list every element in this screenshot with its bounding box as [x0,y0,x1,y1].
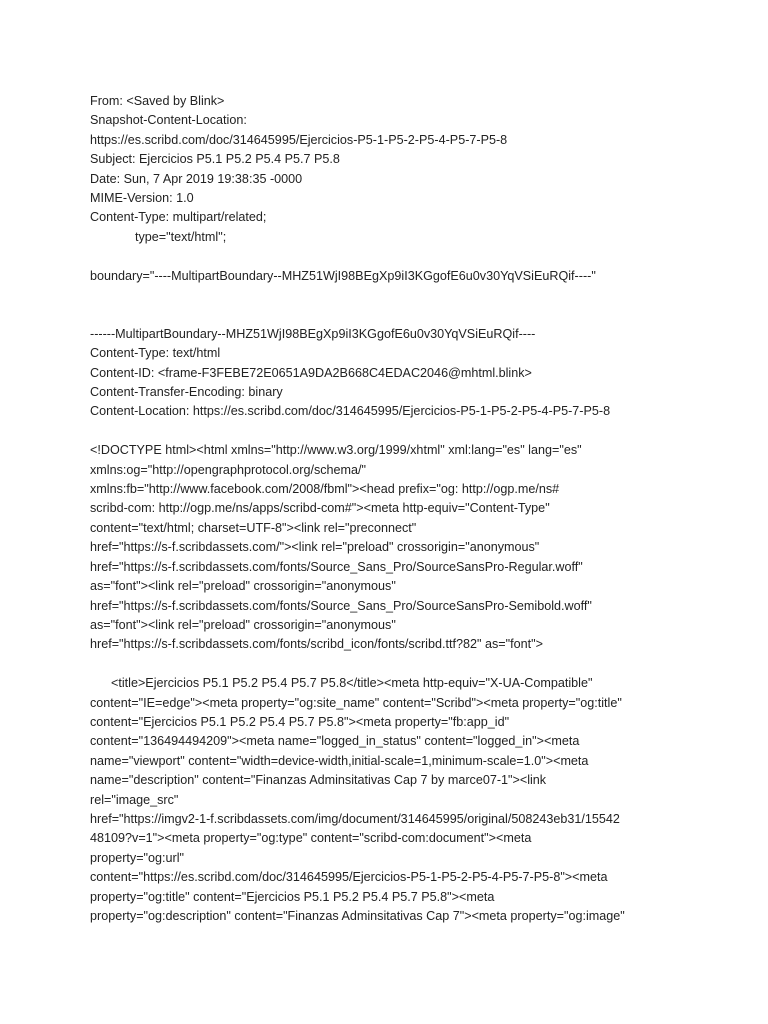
header-content-type: Content-Type: multipart/related; [90,210,267,225]
html-line: name="description" content="Finanzas Adminsitativas Cap 7 by marce07-1"><link [90,773,547,788]
part-content-location: Content-Location: https://es.scribd.com/doc/314645995/Ejercicios-P5-1-P5-2-P5-4-P5-7-P5-8 [90,404,611,419]
header-date: Date: Sun, 7 Apr 2019 19:38:35 -0000 [90,171,303,186]
html-line: xmlns:fb="http://www.facebook.com/2008/fbml"><head prefix="og: http://ogp.me/ns# [90,482,560,497]
html-line: as="font"><link rel="preload" crossorigin="anonymous" [90,617,396,632]
blank-line [90,422,690,441]
html-line: as="font"><link rel="preload" crossorigin="anonymous" [90,579,396,594]
html-line: <!DOCTYPE html><html xmlns="http://www.w3.org/1999/xhtml" xml:lang="es" lang="es" [90,443,582,458]
html-line: href="https://s-f.scribdassets.com/fonts/Source_Sans_Pro/SourceSansPro-Regular.woff" [90,559,583,574]
html-line: content="Ejercicios P5.1 P5.2 P5.4 P5.7 P5.8"><meta property="fb:app_id" [90,714,510,729]
part-boundary: ------MultipartBoundary--MHZ51WjI98BEgXp9iI3KGgofE6u0v30YqVSiEuRQif---- [90,326,536,341]
header-type-param: type="text/html"; [135,229,227,244]
html-block-1 [90,441,690,654]
part-content-type: Content-Type: text/html [90,346,221,361]
html-line: rel="image_src" [90,792,179,807]
html-line: name="viewport" content="width=device-width,initial-scale=1,minimum-scale=1.0"><meta [90,753,589,768]
blank-line [90,305,690,324]
header-snapshot-label: Snapshot-Content-Location: [90,113,247,128]
html-line: content="text/html; charset=UTF-8"><link rel="preconnect" [90,520,417,535]
html-line: href="https://s-f.scribdassets.com/fonts/Source_Sans_Pro/SourceSansPro-Semibold.woff" [90,598,592,613]
header-snapshot-url: https://es.scribd.com/doc/314645995/Ejercicios-P5-1-P5-2-P5-4-P5-7-P5-8 [90,132,508,147]
html-line: scribd-com: http://ogp.me/ns/apps/scribd-com#"><meta http-equiv="Content-Type" [90,501,550,516]
html-line: href="https://s-f.scribdassets.com/fonts/scribd_icon/fonts/scribd.ttf?82" as="font"> [90,637,543,652]
header-boundary-param: boundary="----MultipartBoundary--MHZ51WjI98BEgXp9iI3KGgofE6u0v30YqVSiEuRQif----" [90,268,596,283]
blank-line [90,655,690,674]
part-content-id: Content-ID: <frame-F3FEBE72E0651A9DA2B668C4EDAC2046@mhtml.blink> [90,365,532,380]
mhtml-source-text [90,92,690,926]
html-line: content="https://es.scribd.com/doc/314645995/Ejercicios-P5-1-P5-2-P5-4-P5-7-P5-8"><meta [90,870,608,885]
html-line: href="https://imgv2-1-f.scribdassets.com/img/document/314645995/original/508243eb31/15542 [90,811,620,826]
blank-line [90,286,690,305]
html-line: 48109?v=1"><meta property="og:type" content="scribd-com:document"><meta [90,831,532,846]
blank-line [90,247,690,266]
html-line: property="og:title" content="Ejercicios P5.1 P5.2 P5.4 P5.7 P5.8"><meta [90,889,495,904]
header-mime-version: MIME-Version: 1.0 [90,191,194,206]
html-line: href="https://s-f.scribdassets.com/"><link rel="preload" crossorigin="anonymous" [90,540,540,555]
html-line: property="og:description" content="Finanzas Adminsitativas Cap 7"><meta property="og:image" [90,908,625,923]
html-line: property="og:url" [90,850,184,865]
header-from: From: <Saved by Blink> [90,94,225,108]
html-line: content="136494494209"><meta name="logged_in_status" content="logged_in"><meta [90,734,580,749]
header-subject: Subject: Ejercicios P5.1 P5.2 P5.4 P5.7 P5.8 [90,152,340,167]
part-transfer-encoding: Content-Transfer-Encoding: binary [90,385,283,400]
html-line: xmlns:og="http://opengraphprotocol.org/schema/" [90,462,367,477]
html-line: <title>Ejercicios P5.1 P5.2 P5.4 P5.7 P5.8</title><meta http-equiv="X-UA-Compatible" [90,676,593,691]
html-block-2 [90,674,690,926]
html-line: content="IE=edge"><meta property="og:site_name" content="Scribd"><meta property="og:title" [90,695,622,710]
